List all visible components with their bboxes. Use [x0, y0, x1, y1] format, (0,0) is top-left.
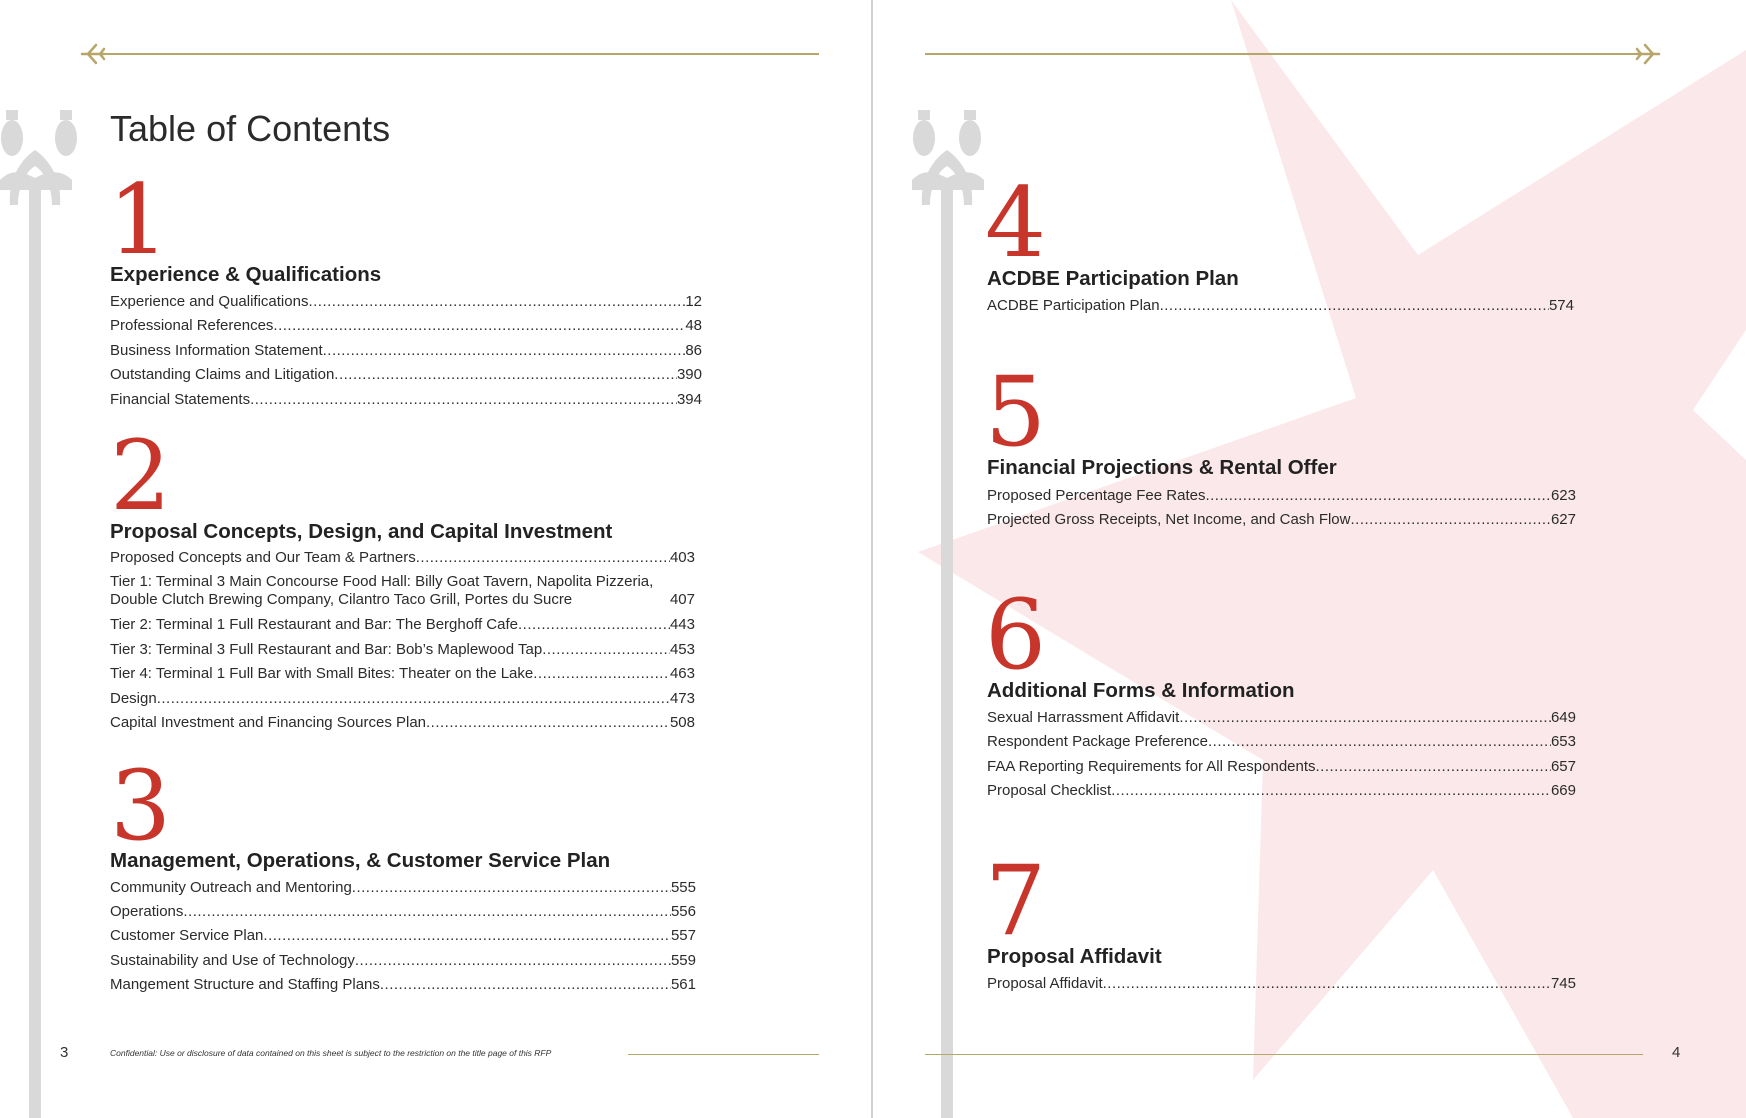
toc-entry[interactable]: Proposal Affidavit ..... 745: [987, 975, 1576, 993]
toc-entry[interactable]: ACDBE Participation Plan ..... 574: [987, 297, 1574, 315]
page-number: 4: [1672, 1044, 1681, 1061]
section-title: Additional Forms & Information: [987, 679, 1295, 702]
toc-entry[interactable]: Capital Investment and Financing Sources Plan ..... 508: [110, 714, 695, 732]
toc-entry[interactable]: Sustainability and Use of Technology ..... 559: [110, 952, 696, 970]
section-title: Experience & Qualifications: [110, 263, 382, 286]
toc-entry[interactable]: Projected Gross Receipts, Net Income, and Cash Flow ..... 627: [987, 511, 1576, 529]
footer-rule: [628, 1054, 819, 1055]
toc-entry[interactable]: Tier 3: Terminal 3 Full Restaurant and Bar: Bob’s Maplewood Tap ..... 453: [110, 641, 695, 659]
section-number: 2: [110, 420, 172, 532]
toc-entry[interactable]: Operations ..... 556: [110, 903, 696, 921]
section-title: Financial Projections & Rental Offer: [987, 456, 1337, 479]
page-title: Table of Contents: [110, 108, 391, 149]
toc-entry[interactable]: Mangement Structure and Staffing Plans ..... 561: [110, 976, 696, 994]
streetlamp-icon: [0, 110, 82, 1118]
section-number: 4: [985, 167, 1047, 279]
section-number: 7: [985, 845, 1047, 957]
streetlamp-icon: [906, 110, 988, 1118]
toc-entry[interactable]: Customer Service Plan ..... 557: [110, 927, 696, 945]
toc-entry[interactable]: Outstanding Claims and Litigation ..... 390: [110, 366, 702, 384]
toc-entry[interactable]: Sexual Harrassment Affidavit ..... 649: [987, 709, 1576, 727]
top-rule: [95, 53, 819, 55]
toc-entry[interactable]: Tier 2: Terminal 1 Full Restaurant and Bar: The Berghoff Cafe ..... 443: [110, 616, 695, 634]
toc-entry[interactable]: Proposal Checklist ..... 669: [987, 782, 1576, 800]
airplane-icon: [80, 42, 106, 66]
toc-entry[interactable]: Community Outreach and Mentoring ..... 555: [110, 879, 696, 897]
section-number: 6: [985, 579, 1047, 691]
section-number: 1: [108, 164, 170, 276]
section-title: Proposal Affidavit: [987, 945, 1162, 968]
toc-entry[interactable]: Respondent Package Preference ..... 653: [987, 733, 1576, 751]
section-number: 5: [985, 356, 1047, 468]
page-number: 3: [60, 1044, 69, 1061]
airplane-icon: [1635, 42, 1661, 66]
toc-entry[interactable]: Design ..... 473: [110, 690, 695, 708]
section-number: 3: [110, 750, 172, 862]
toc-entry[interactable]: Proposed Concepts and Our Team & Partners ..... 403: [110, 549, 695, 567]
toc-entry[interactable]: Tier 1: Terminal 3 Main Concourse Food Hall: Billy Goat Tavern, Napolita Pizzeria, Double Clutch Brewing Company, Cilantro Taco Grill, Portes du Sucre 407: [110, 573, 695, 608]
toc-entry[interactable]: Experience and Qualifications ..... 12: [110, 293, 702, 311]
right-page: [873, 0, 1746, 1118]
toc-entry[interactable]: Business Information Statement ..... 86: [110, 342, 702, 360]
toc-entry[interactable]: Financial Statements ..... 394: [110, 391, 702, 409]
top-rule: [925, 53, 1645, 55]
toc-entry[interactable]: Tier 4: Terminal 1 Full Bar with Small Bites: Theater on the Lake ..... 463: [110, 665, 695, 683]
section-title: Management, Operations, & Customer Service Plan: [110, 849, 611, 872]
section-title: ACDBE Participation Plan: [987, 267, 1239, 290]
section-title: Proposal Concepts, Design, and Capital Investment: [110, 520, 613, 543]
toc-entry[interactable]: Proposed Percentage Fee Rates ..... 623: [987, 487, 1576, 505]
footer-rule: [925, 1054, 1643, 1055]
confidential-notice: Confidential: Use or disclosure of data contained on this sheet is subject to the restriction on the title page of this RFP: [110, 1048, 552, 1058]
left-page: [0, 0, 871, 1118]
toc-entry[interactable]: Professional References ..... 48: [110, 317, 702, 335]
toc-entry[interactable]: FAA Reporting Requirements for All Respondents ..... 657: [987, 758, 1576, 776]
